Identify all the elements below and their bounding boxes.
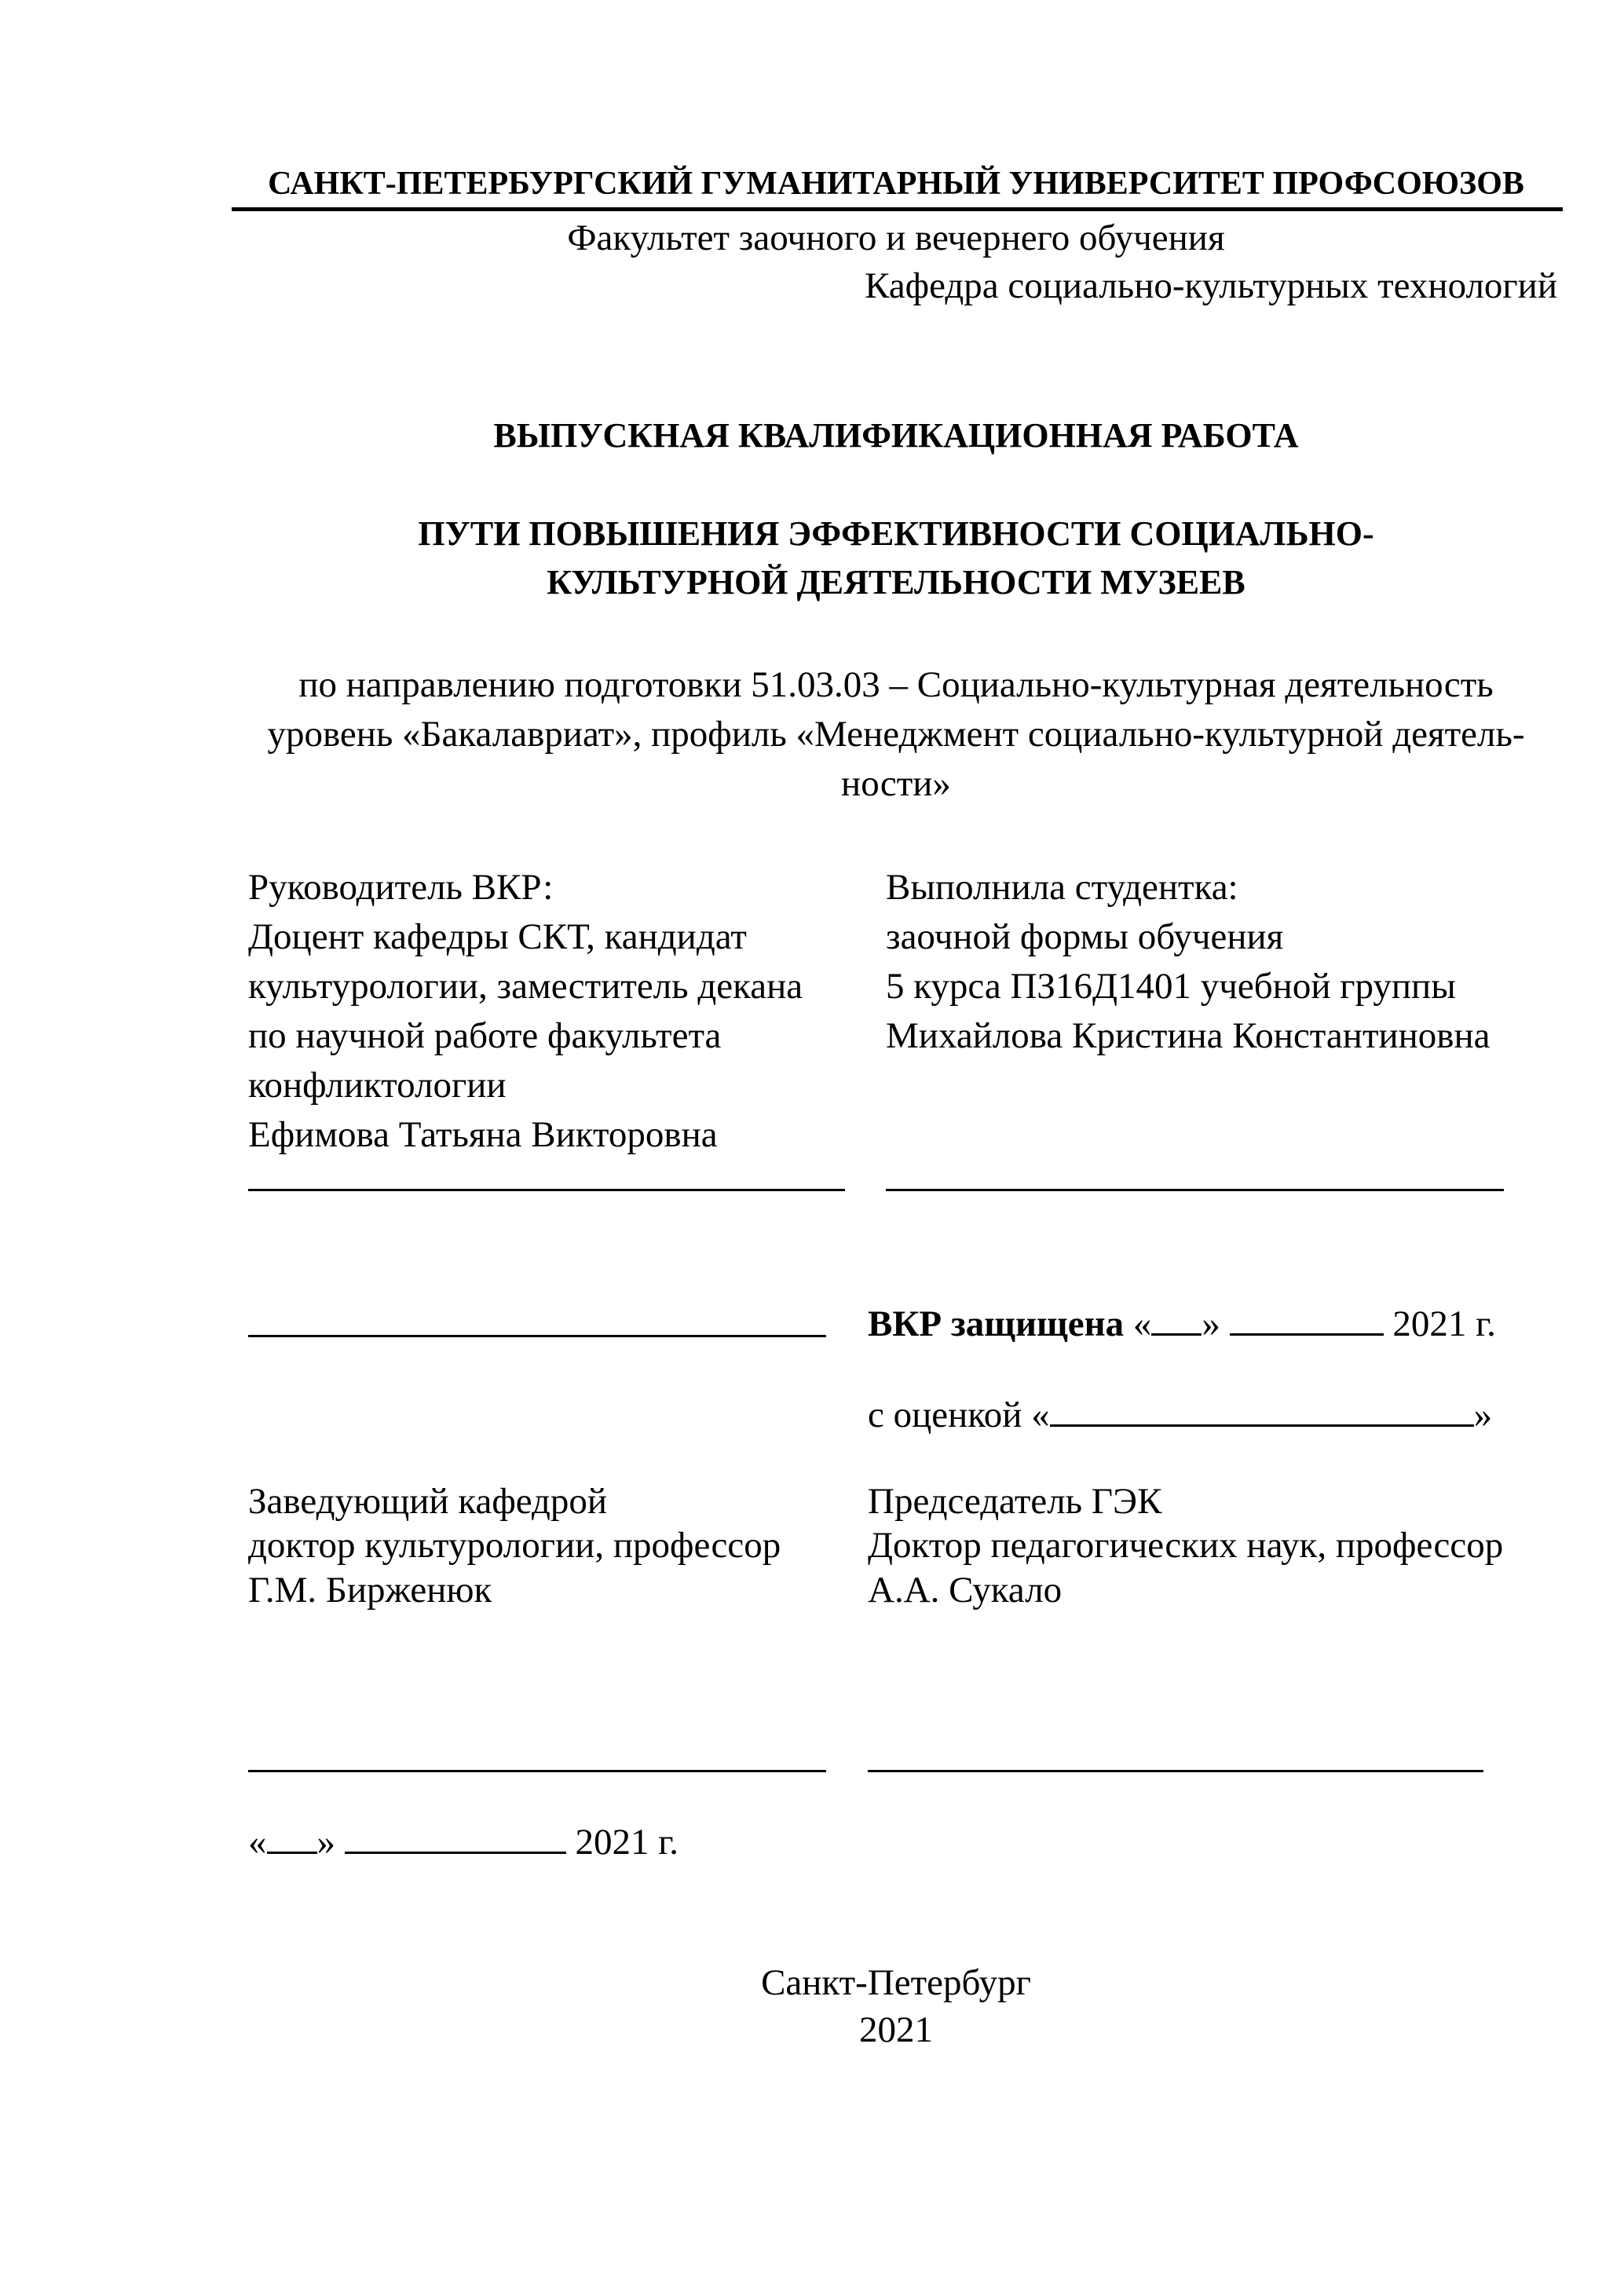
supervisor-line: по научной работе факультета xyxy=(248,1015,722,1056)
work-type: ВЫПУСКНАЯ КВАЛИФИКАЦИОННАЯ РАБОТА xyxy=(493,416,1299,455)
month-blank xyxy=(1230,1302,1384,1336)
header-divider xyxy=(232,207,1563,211)
month-blank xyxy=(345,1820,566,1854)
quote-close: » xyxy=(1473,1395,1493,1435)
grade-label: с оценкой « xyxy=(868,1395,1050,1435)
direction-line-3: ности» xyxy=(841,763,951,804)
student-line: заочной формы обучения xyxy=(886,916,1284,957)
footer-year: 2021 xyxy=(859,2009,933,2050)
student-line: Выполнила студентка: xyxy=(886,867,1238,908)
topic-line-1: ПУТИ ПОВЫШЕНИЯ ЭФФЕКТИВНОСТИ СОЦИАЛЬНО- xyxy=(418,514,1374,553)
head-line: Заведующий кафедрой xyxy=(248,1481,608,1522)
university-name: САНКТ-ПЕТЕРБУРГСКИЙ ГУМАНИТАРНЫЙ УНИВЕРСИТЕТ ПРОФСОЮЗОВ xyxy=(268,166,1524,202)
defense-label: ВКР защищена xyxy=(868,1303,1125,1344)
chairman-name: А.А. Сукало xyxy=(868,1570,1063,1610)
supervisor-signature-line xyxy=(248,1189,845,1191)
student-signature-line xyxy=(886,1189,1504,1191)
head-name: Г.М. Бирженюк xyxy=(248,1570,492,1610)
head-signature-line xyxy=(248,1770,826,1772)
student-line: 5 курса ПЗ16Д1401 учебной группы xyxy=(886,966,1456,1007)
supervisor-line: культурологии, заместитель декана xyxy=(248,966,803,1007)
direction-line-2: уровень «Бакалавриат», профиль «Менеджмент социально-культурной деятель- xyxy=(267,714,1525,755)
quote-open: « xyxy=(248,1822,267,1863)
head-line: доктор культурологии, профессор xyxy=(248,1525,781,1566)
grade-blank xyxy=(1050,1393,1474,1427)
day-blank xyxy=(1151,1302,1202,1336)
chairman-line: Председатель ГЭК xyxy=(868,1481,1162,1522)
chairman-signature-line xyxy=(868,1770,1483,1772)
defense-year: 2021 г. xyxy=(1392,1303,1496,1344)
student-name: Михайлова Кристина Константиновна xyxy=(886,1015,1490,1056)
date-year: 2021 г. xyxy=(575,1822,678,1863)
day-blank xyxy=(267,1820,317,1854)
supervisor-line: Руководитель ВКР: xyxy=(248,867,554,908)
topic-line-2: КУЛЬТУРНОЙ ДЕЯТЕЛЬНОСТИ МУЗЕЕВ xyxy=(547,563,1245,601)
supervisor-line: конфликтологии xyxy=(248,1065,507,1106)
chairman-line: Доктор педагогических наук, профессор xyxy=(868,1525,1504,1566)
defense-line xyxy=(868,1300,1496,1349)
direction-line-1: по направлению подготовки 51.03.03 – Социально-культурная деятельность xyxy=(298,664,1494,705)
quote-close: » xyxy=(1202,1303,1220,1344)
quote-close: » xyxy=(316,1822,335,1863)
department-name: Кафедра социально-культурных технологий xyxy=(865,265,1557,306)
supervisor-name: Ефимова Татьяна Викторовна xyxy=(248,1114,718,1155)
footer-city: Санкт-Петербург xyxy=(761,1962,1031,2003)
grade-line xyxy=(868,1391,1492,1440)
quote-open: « xyxy=(1132,1303,1152,1344)
supervisor-line: Доцент кафедры СКТ, кандидат xyxy=(248,916,747,957)
reviewer-signature-line xyxy=(248,1335,826,1337)
faculty-name: Факультет заочного и вечернего обучения xyxy=(567,218,1225,258)
date-line xyxy=(248,1818,678,1867)
